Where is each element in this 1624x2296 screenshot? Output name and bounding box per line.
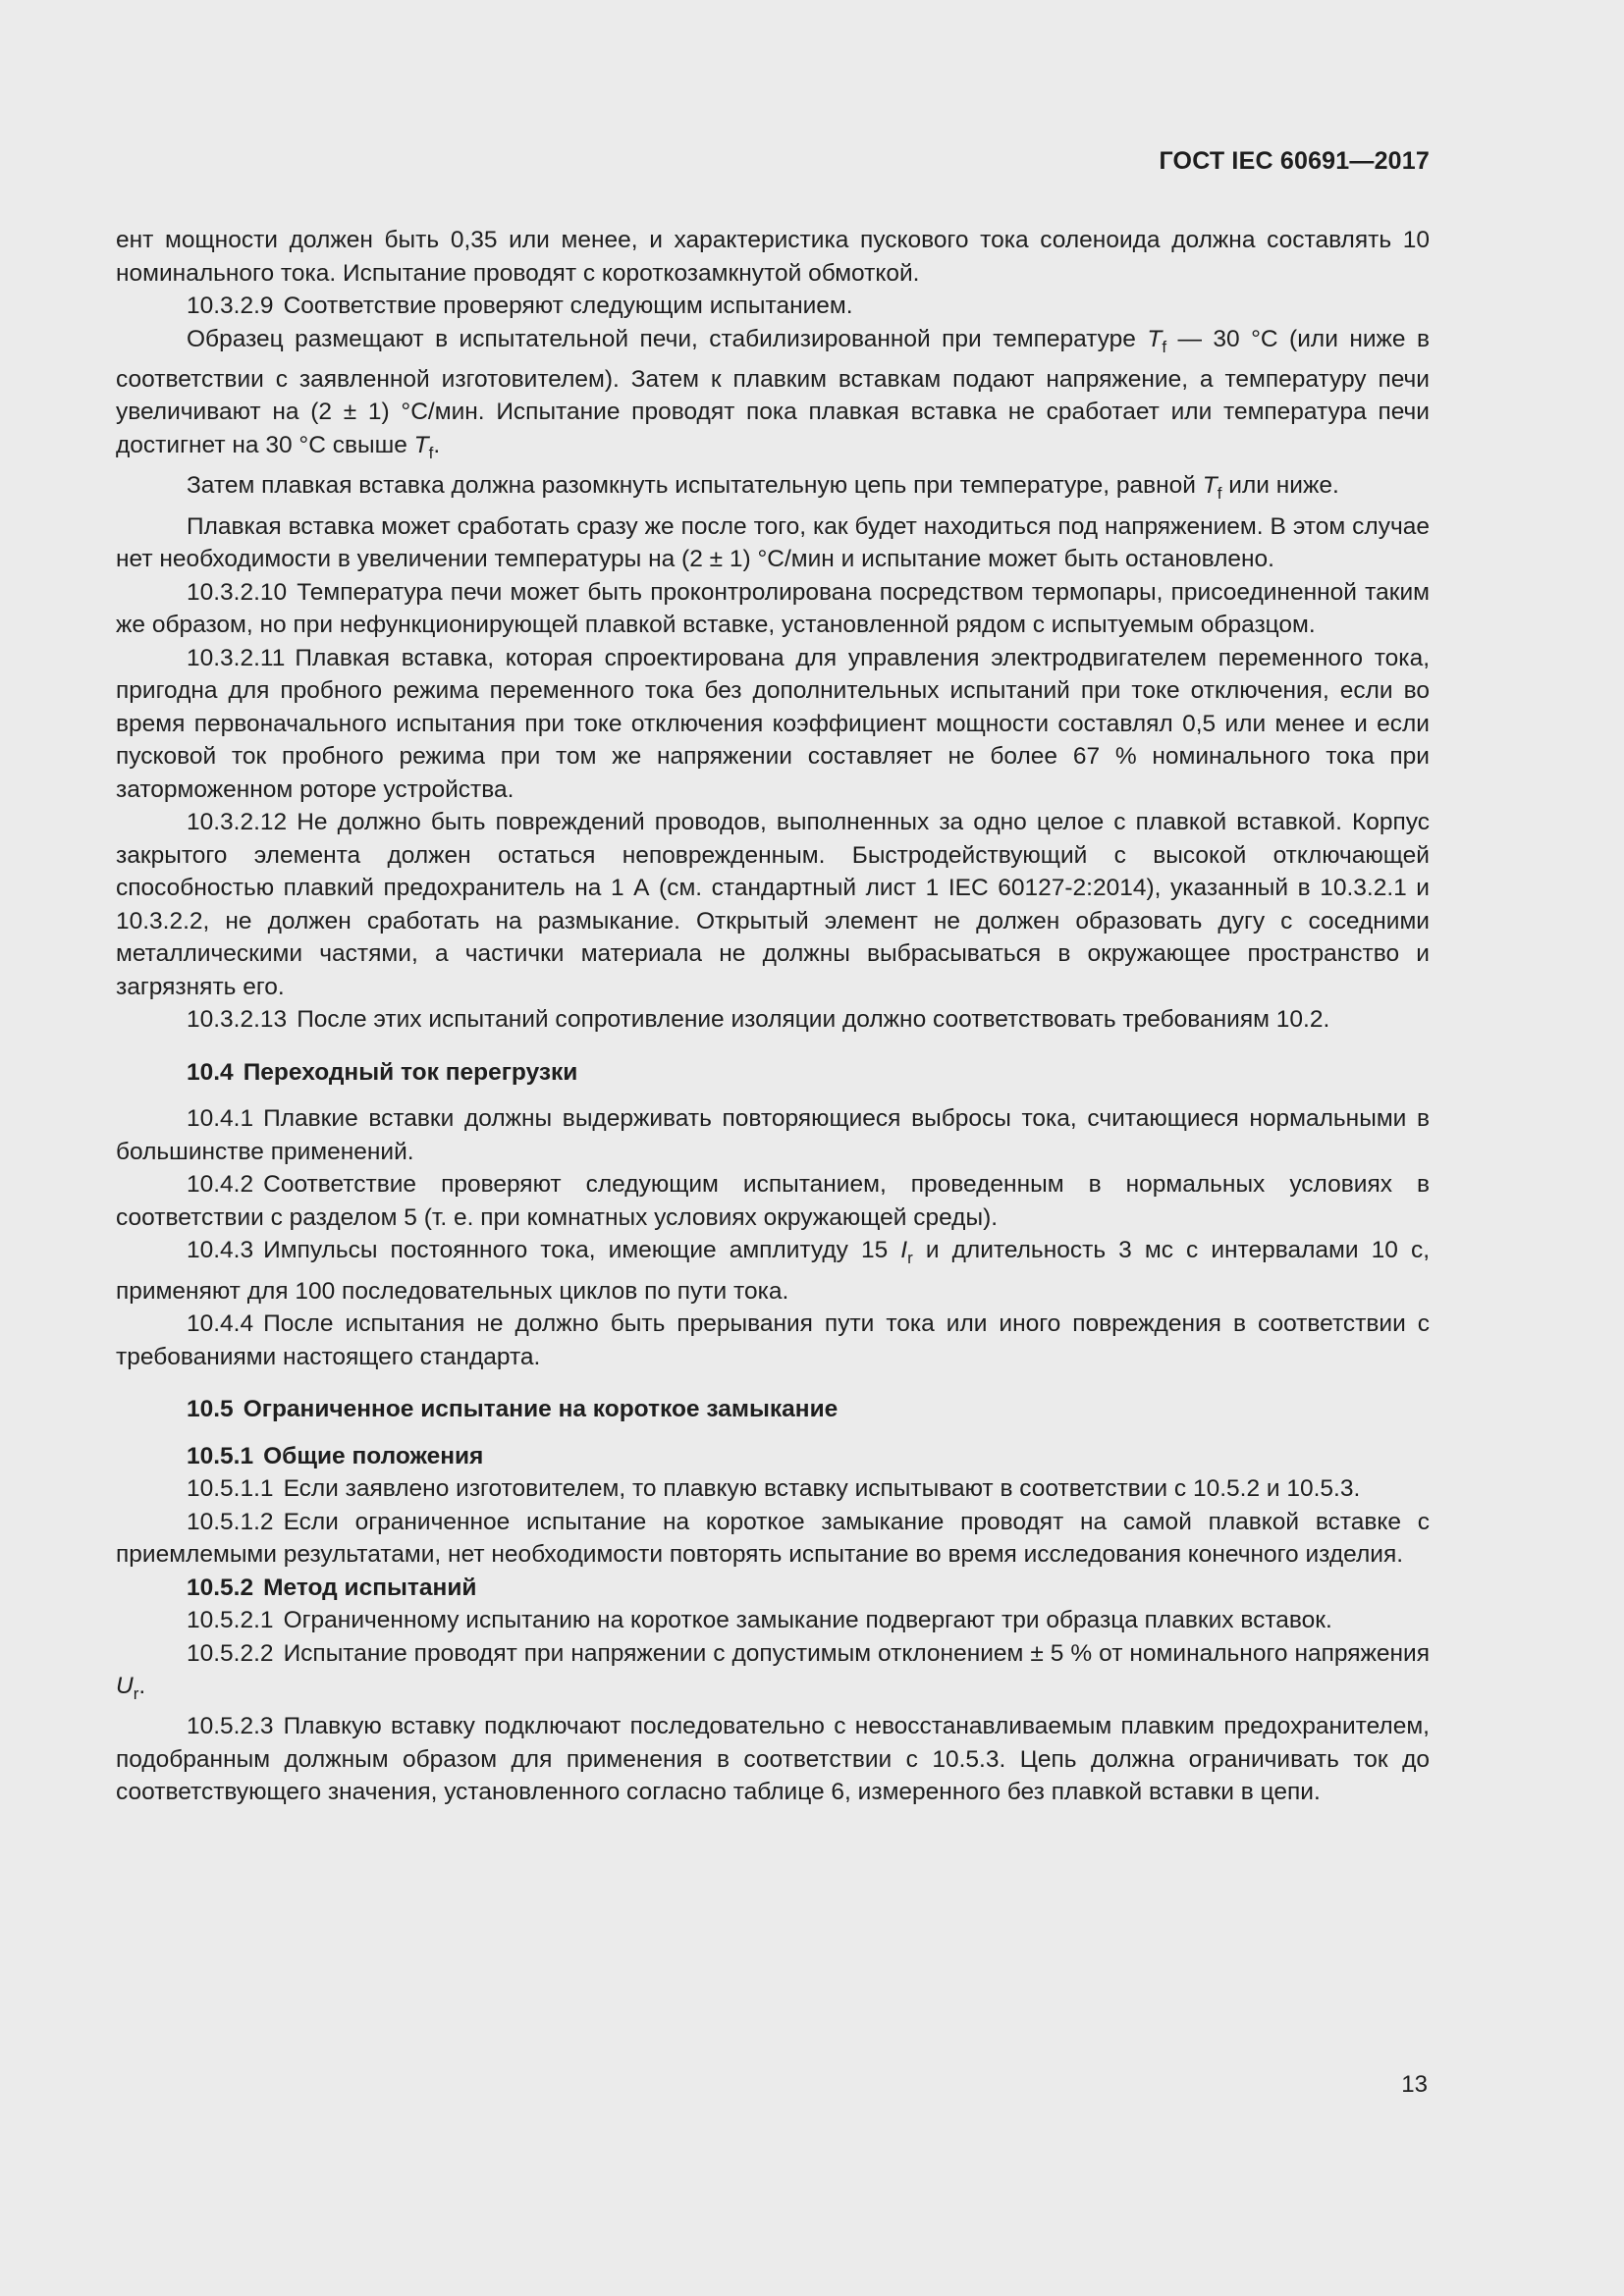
paragraph	[116, 1168, 1430, 1234]
clause-number: 10.4.3	[187, 1237, 254, 1264]
paragraph-text: или ниже.	[1221, 472, 1339, 500]
paragraph-text: .	[433, 431, 441, 458]
paragraph-text: — 30 °С (или ниже в соответствии с заявленной изготовителем). Затем к плавким вставкам подают напряжение, а температуру печи увеличивают на (2 ± 1) °С/мин. Испытание проводят пока плавкая вставка не сработает или температура печи достигнет на 30 °С свыше	[116, 325, 1431, 458]
clause-number: 10.4.1	[187, 1105, 254, 1133]
paragraph-text: Образец размещают в испытательной печи, стабилизированной при температуре	[187, 325, 1148, 352]
paragraph-text: .	[138, 1673, 146, 1700]
paragraph	[116, 806, 1430, 1003]
math-subscript: r	[133, 1683, 139, 1703]
paragraph	[116, 510, 1430, 576]
heading-title: Переходный ток перегрузки	[243, 1058, 578, 1086]
paragraph	[116, 1102, 1430, 1168]
paragraph	[116, 224, 1430, 290]
paragraph-text: Ограниченному испытанию на короткое замыкание подвергают три образца плавких вставок.	[283, 1607, 1332, 1634]
paragraph	[116, 1604, 1430, 1637]
clause-number: 10.5.1.2	[187, 1508, 274, 1535]
paragraph-text: Импульсы постоянного тока, имеющие амплитуду 15	[263, 1237, 901, 1264]
clause-number: 10.5.2.1	[187, 1607, 274, 1634]
heading-number: 10.5.2	[187, 1574, 254, 1601]
paragraph	[116, 1003, 1430, 1037]
paragraph-text: Температура печи может быть проконтролирована посредством термопары, присоединенной таким же образом, но при нефункционирующей плавкой вставке, установленной рядом с испытуемым образцом.	[116, 578, 1430, 639]
paragraph-text: Соответствие проверяют следующим испытанием, проведенным в нормальных условиях в соответствии с разделом 5 (т. е. при комнатных условиях окружающей среды).	[116, 1171, 1430, 1231]
math-subscript: f	[428, 443, 434, 462]
section-heading	[116, 1393, 1430, 1426]
clause-number: 10.3.2.10	[187, 578, 288, 606]
paragraph-text: Плавкие вставки должны выдерживать повторяющиеся выбросы тока, считающиеся нормальными в большинстве применений.	[116, 1105, 1430, 1165]
paragraph	[116, 1234, 1430, 1308]
paragraph-text: После этих испытаний сопротивление изоляции должно соответствовать требованиям 10.2.	[297, 1006, 1330, 1034]
paragraph	[116, 323, 1430, 470]
paragraph	[116, 1472, 1430, 1506]
paragraph-text: Если заявлено изготовителем, то плавкую вставку испытывают в соответствии с 10.5.2 и 10.5.3.	[283, 1475, 1361, 1503]
math-variable: T	[413, 431, 429, 458]
math-variable: I	[900, 1237, 908, 1264]
paragraph-text: Затем плавкая вставка должна разомкнуть испытательную цепь при температуре, равной	[187, 472, 1203, 500]
clause-number: 10.4.4	[187, 1310, 254, 1338]
heading-number: 10.5.1	[187, 1442, 254, 1469]
paragraph-text: Испытание проводят при напряжении с допустимым отклонением ± 5 % от номинального напряжения	[283, 1639, 1430, 1667]
paragraph-text: После испытания не должно быть прерывания пути тока или иного повреждения в соответствии с требованиями настоящего стандарта.	[116, 1310, 1430, 1370]
paragraph	[116, 1308, 1430, 1373]
paragraph-text: Если ограниченное испытание на короткое замыкание проводят на самой плавкой вставке с приемлемыми результатами, нет необходимости повторять испытание во время исследования конечного изделия.	[116, 1508, 1430, 1569]
heading-title: Метод испытаний	[263, 1574, 477, 1601]
clause-number: 10.3.2.11	[187, 644, 286, 671]
math-variable: U	[116, 1673, 134, 1700]
math-subscript: f	[1162, 337, 1167, 356]
paragraph	[116, 290, 1430, 323]
math-subscript: r	[907, 1249, 913, 1268]
heading-title: Ограниченное испытание на короткое замыкание	[243, 1396, 839, 1423]
math-subscript: f	[1217, 484, 1222, 504]
subsection-heading	[116, 1440, 1430, 1473]
paragraph-text: Плавкую вставку подключают последовательно с невосстанавливаемым плавким предохранителем, подобранным должным образом для применения в соответствии с 10.5.3. Цепь должна ограничивать ток до соответствующего значения, установленного согласно таблице 6, измеренного без плавкой вставки в цепи.	[116, 1713, 1430, 1806]
clause-number: 10.3.2.9	[187, 293, 274, 319]
clause-number: 10.3.2.12	[187, 809, 288, 836]
clause-number: 10.4.2	[187, 1171, 254, 1199]
clause-number: 10.3.2.13	[187, 1006, 288, 1034]
document-body	[116, 224, 1430, 1809]
paragraph	[116, 1710, 1430, 1809]
paragraph-text: Плавкая вставка, которая спроектирована для управления электродвигателем переменного тока, пригодна для пробного режима переменного тока без дополнительных испытаний при токе отключения, если во время первоначального испытания при токе отключения коэффициент мощности составлял 0,5 или менее и если пусковой ток пробного режима при том же напряжении составляет не более 67 % номинального тока при заторможенном роторе устройства.	[116, 644, 1430, 803]
section-heading	[116, 1056, 1430, 1090]
paragraph-text: Не должно быть повреждений проводов, выполненных за одно целое с плавкой вставкой. Корпус закрытого элемента должен остаться неповрежденным. Быстродействующий с высокой отключающей способностью плавкий предохранитель на 1 А (см. стандартный лист 1 IEC 60127-2:2014), указанный в 10.3.2.1 и 10.3.2.2, не должен сработать на размыкание. Открытый элемент не должен образовать дугу с соседними металлическими частями, а частички материала не должны выбрасываться в окружающее пространство и загрязнять его.	[116, 809, 1430, 1000]
heading-number: 10.5	[187, 1396, 234, 1423]
paragraph-text: и длительность 3 мс с интервалами 10 с, применяют для 100 последовательных циклов по пути тока.	[116, 1237, 1431, 1305]
clause-number: 10.5.2.3	[187, 1713, 274, 1740]
paragraph	[116, 576, 1430, 642]
paragraph	[116, 642, 1430, 807]
paragraph	[116, 1506, 1430, 1572]
heading-number: 10.4	[187, 1058, 234, 1086]
clause-number: 10.5.2.2	[187, 1639, 274, 1667]
paragraph-text: Соответствие проверяют следующим испытанием.	[283, 293, 853, 319]
math-variable: T	[1147, 325, 1163, 352]
subsection-heading	[116, 1572, 1430, 1605]
math-variable: T	[1202, 472, 1218, 500]
heading-title: Общие положения	[263, 1442, 484, 1469]
page-number: 13	[1401, 2071, 1428, 2098]
paragraph	[116, 1637, 1430, 1711]
paragraph-text: ент мощности должен быть 0,35 или менее, и характеристика пускового тока соленоида должна составлять 10 номинального тока. Испытание проводят с короткозамкнутой обмоткой.	[116, 227, 1430, 287]
clause-number: 10.5.1.1	[187, 1475, 274, 1503]
paragraph-text: Плавкая вставка может сработать сразу же после того, как будет находиться под напряжением. В этом случае нет необходимости в увеличении температуры на (2 ± 1) °С/мин и испытание может быть остановлено.	[116, 512, 1430, 573]
paragraph	[116, 469, 1430, 509]
document-code-header: ГОСТ IEC 60691—2017	[1159, 147, 1430, 175]
